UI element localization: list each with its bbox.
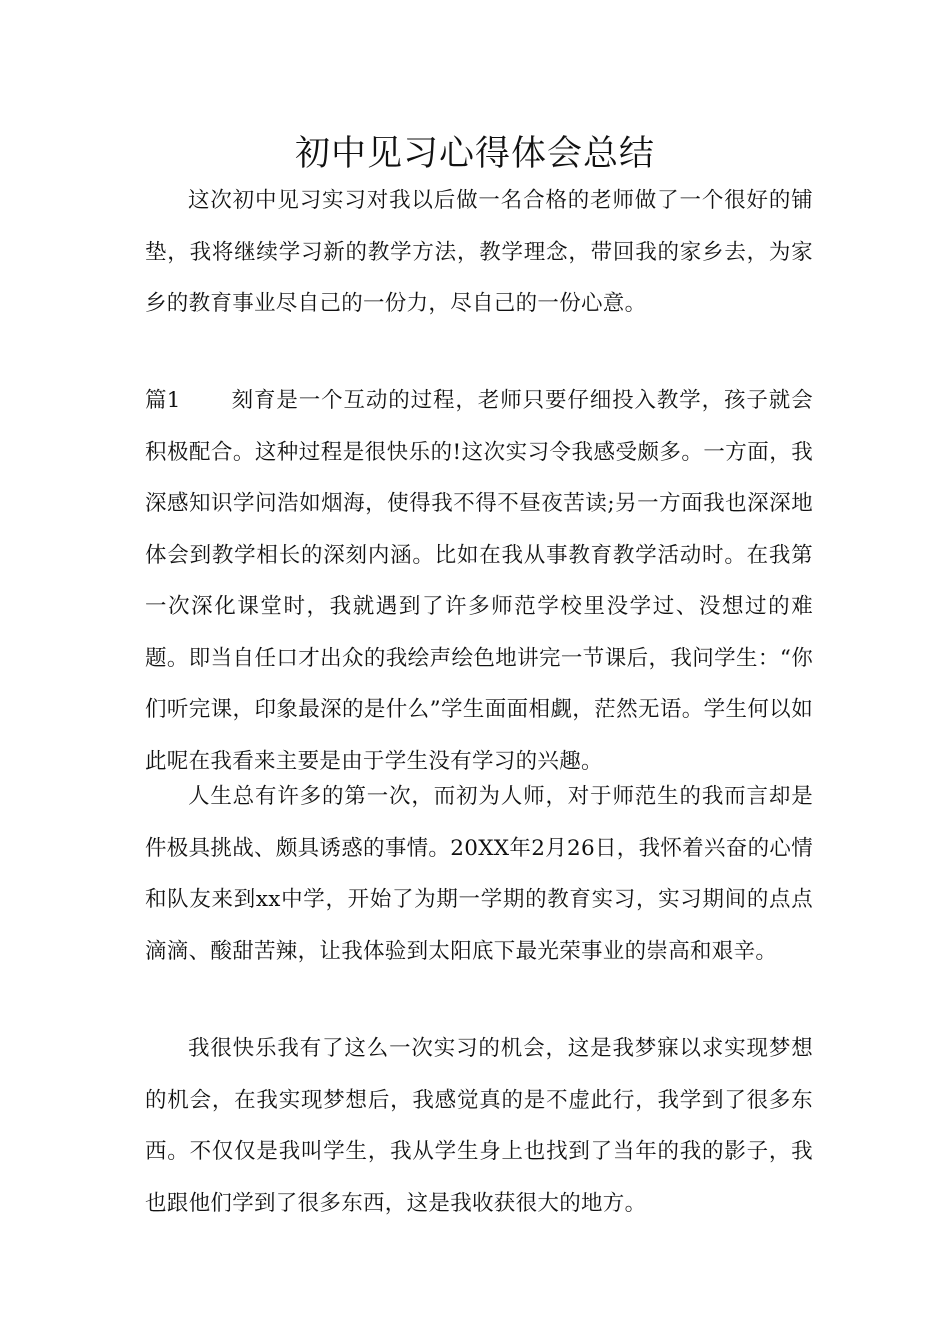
intro-paragraph: 这次初中见习实习对我以后做一名合格的老师做了一个很好的铺垫，我将继续学习新的教学方法，教学理念，带回我的家乡去，为家乡的教育事业尽自己的一份力，尽自己的一份心意。 xyxy=(145,188,813,316)
paragraph-4: 我很快乐我有了这么一次实习的机会，这是我梦寐以求实现梦想的机会，在我实现梦想后，我感觉真的是不虚此行，我学到了很多东西。不仅仅是我叫学生，我从学生身上也找到了当年的我的影子，我也跟他们学到了很多东西，这是我收获很大的地方。 xyxy=(145,1036,813,1216)
paragraph-3: 人生总有许多的第一次，而初为人师，对于师范生的我而言却是件极具挑战、颇具诱惑的事情。20XX年2月26日，我怀着兴奋的心情和队友来到xx中学，开始了为期一学期的教育实习，实习期间的点点滴滴、酸甜苦辣，让我体验到太阳底下最光荣事业的崇高和艰辛。 xyxy=(145,784,813,964)
section-1-text: 刻育是一个互动的过程，老师只要仔细投入教学，孩子就会积极配合。这种过程是很快乐的!这次实习令我感受颇多。一方面，我深感知识学问浩如烟海，使得我不得不昼夜苦读;另一方面我也深深地体会到教学相长的深刻内涵。比如在我从事教育教学活动时。在我第一次深化课堂时，我就遇到了许多师范学校里没学过、没想过的难题。即当自任口才出众的我绘声绘色地讲完一节课后，我问学生：“你们听完课，印象最深的是什么”学生面面相觑，茫然无语。学生何以如此呢在我看来主要是由于学生没有学习的兴趣。 xyxy=(145,388,813,774)
section-1-paragraph xyxy=(145,375,813,787)
document-title: 初中见习心得体会总结 xyxy=(294,134,655,174)
section-label: 篇1 xyxy=(145,388,181,413)
